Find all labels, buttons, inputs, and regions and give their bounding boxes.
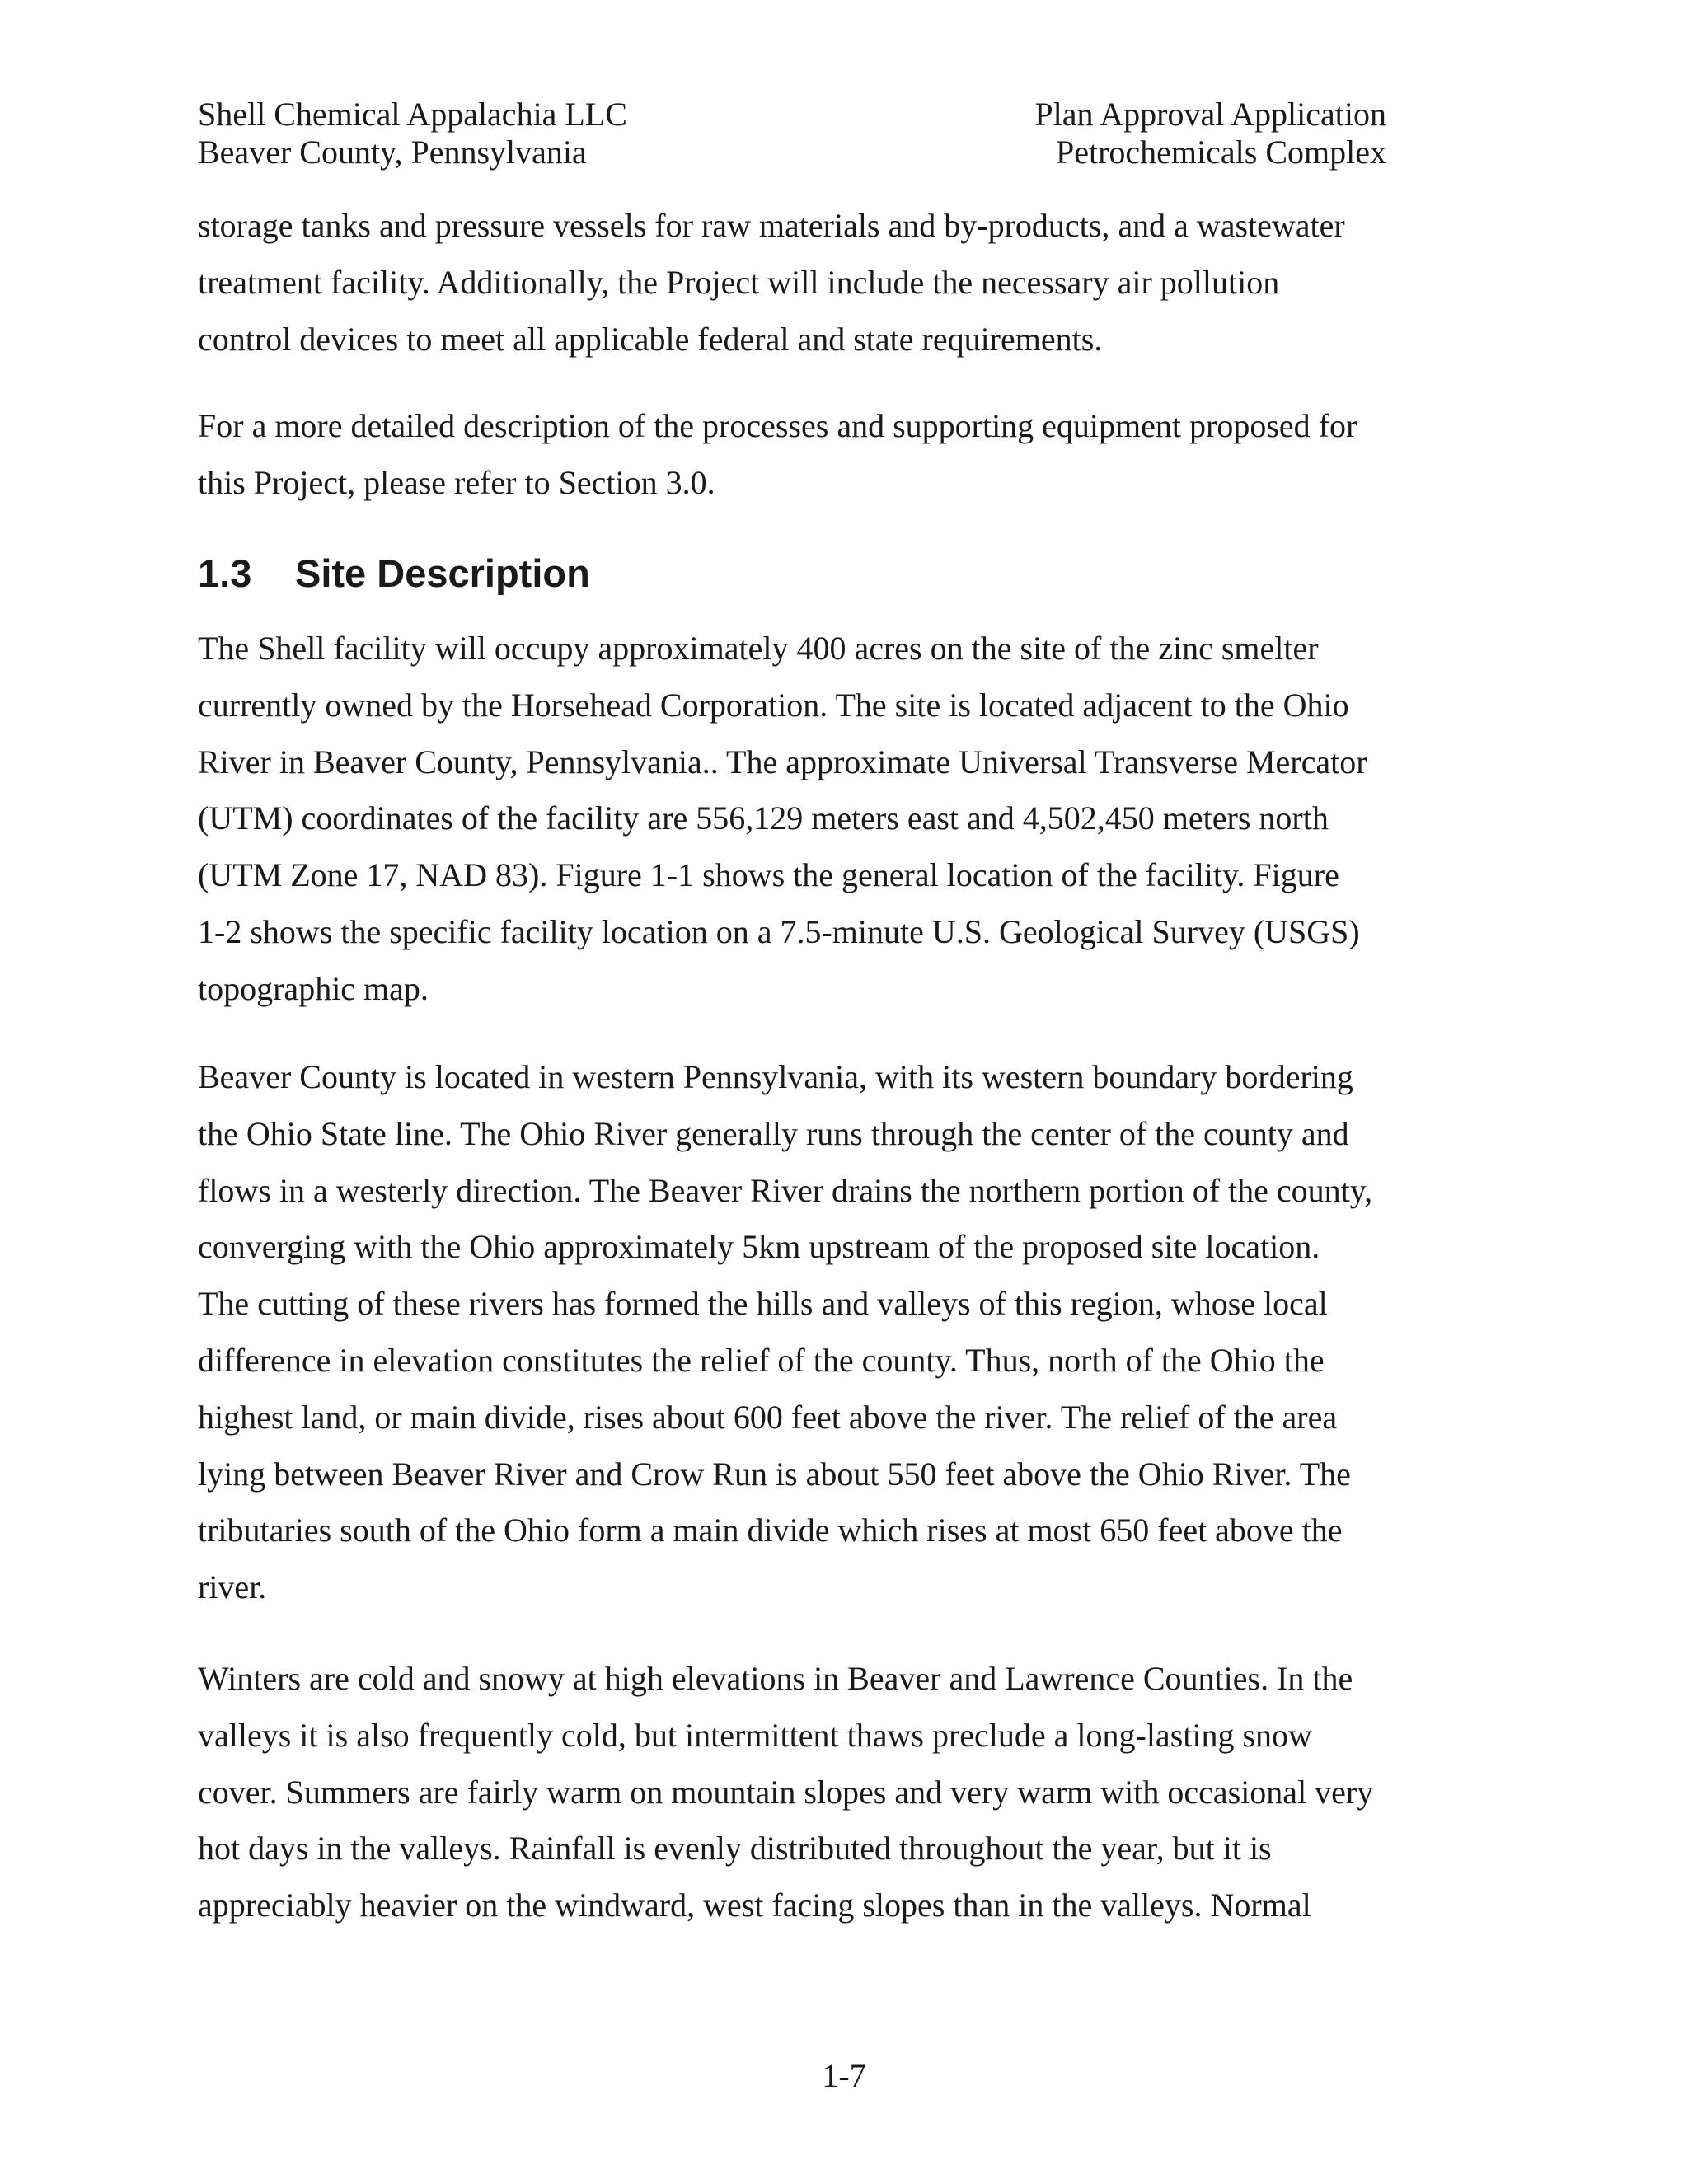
paragraph-line: treatment facility. Additionally, the Project will include the necessary air pollution xyxy=(198,263,1280,301)
paragraph-2 xyxy=(198,398,1393,512)
paragraph-line: river. xyxy=(198,1568,267,1606)
section-number: 1.3 xyxy=(198,551,252,595)
section-heading xyxy=(198,551,590,597)
paragraph-line: appreciably heavier on the windward, west facing slopes than in the valleys. Normal xyxy=(198,1886,1311,1924)
header-company: Shell Chemical Appalachia LLC xyxy=(198,96,627,133)
paragraph-line: topographic map. xyxy=(198,969,429,1007)
section-title: Site Description xyxy=(295,551,590,595)
header-project: Petrochemicals Complex xyxy=(1055,134,1386,171)
paragraph-line: (UTM) coordinates of the facility are 556,129 meters east and 4,502,450 meters north xyxy=(198,799,1329,837)
paragraph-line: (UTM Zone 17, NAD 83). Figure 1-1 shows the general location of the facility. Figure xyxy=(198,856,1339,894)
header-row-2 xyxy=(198,134,1386,171)
paragraph-line: currently owned by the Horsehead Corporation. The site is located adjacent to the Ohio xyxy=(198,686,1349,724)
paragraph-line: lying between Beaver River and Crow Run is about 550 feet above the Ohio River. The xyxy=(198,1455,1351,1493)
paragraph-line: storage tanks and pressure vessels for raw materials and by-products, and a wastewater xyxy=(198,207,1345,244)
paragraph-line: tributaries south of the Ohio form a main divide which rises at most 650 feet above the xyxy=(198,1511,1343,1549)
paragraph-line: River in Beaver County, Pennsylvania.. The approximate Universal Transverse Mercator xyxy=(198,743,1367,780)
paragraph-line: converging with the Ohio approximately 5km upstream of the proposed site location. xyxy=(198,1228,1320,1266)
paragraph-line: control devices to meet all applicable federal and state requirements. xyxy=(198,320,1103,358)
paragraph-line: The Shell facility will occupy approximately 400 acres on the site of the zinc smelter xyxy=(198,630,1319,667)
page-header xyxy=(198,96,1386,171)
paragraph-line: valleys it is also frequently cold, but intermittent thaws preclude a long-lasting snow xyxy=(198,1716,1312,1754)
paragraph-line: The cutting of these rivers has formed the hills and valleys of this region, whose local xyxy=(198,1285,1328,1323)
paragraph-line: Winters are cold and snowy at high elevations in Beaver and Lawrence Counties. In the xyxy=(198,1660,1353,1697)
paragraph-line: difference in elevation constitutes the relief of the county. Thus, north of the Ohio the xyxy=(198,1341,1325,1379)
header-location: Beaver County, Pennsylvania xyxy=(198,134,587,171)
paragraph-line: flows in a westerly direction. The Beaver River drains the northern portion of the county, xyxy=(198,1171,1373,1209)
paragraph-3 xyxy=(198,621,1393,1018)
paragraph-line: this Project, please refer to Section 3.0. xyxy=(198,463,715,501)
paragraph-line: 1-2 shows the specific facility location on a 7.5-minute U.S. Geological Survey (USGS) xyxy=(198,912,1360,950)
paragraph-1 xyxy=(198,198,1393,368)
paragraph-line: highest land, or main divide, rises about 600 feet above the river. The relief of the area xyxy=(198,1398,1338,1436)
paragraph-4 xyxy=(198,1049,1393,1616)
paragraph-line: the Ohio State line. The Ohio River generally runs through the center of the county and xyxy=(198,1114,1349,1152)
header-document-type: Plan Approval Application xyxy=(1034,96,1386,133)
page-number: 1-7 xyxy=(822,2057,866,2094)
header-row-1 xyxy=(198,96,1386,134)
paragraph-line: For a more detailed description of the processes and supporting equipment proposed for xyxy=(198,407,1357,444)
paragraph-5 xyxy=(198,1651,1393,1934)
paragraph-line: Beaver County is located in western Pennsylvania, with its western boundary bordering xyxy=(198,1058,1353,1095)
paragraph-line: cover. Summers are fairly warm on mountain slopes and very warm with occasional very xyxy=(198,1773,1374,1811)
paragraph-line: hot days in the valleys. Rainfall is evenly distributed throughout the year, but it is xyxy=(198,1830,1272,1868)
